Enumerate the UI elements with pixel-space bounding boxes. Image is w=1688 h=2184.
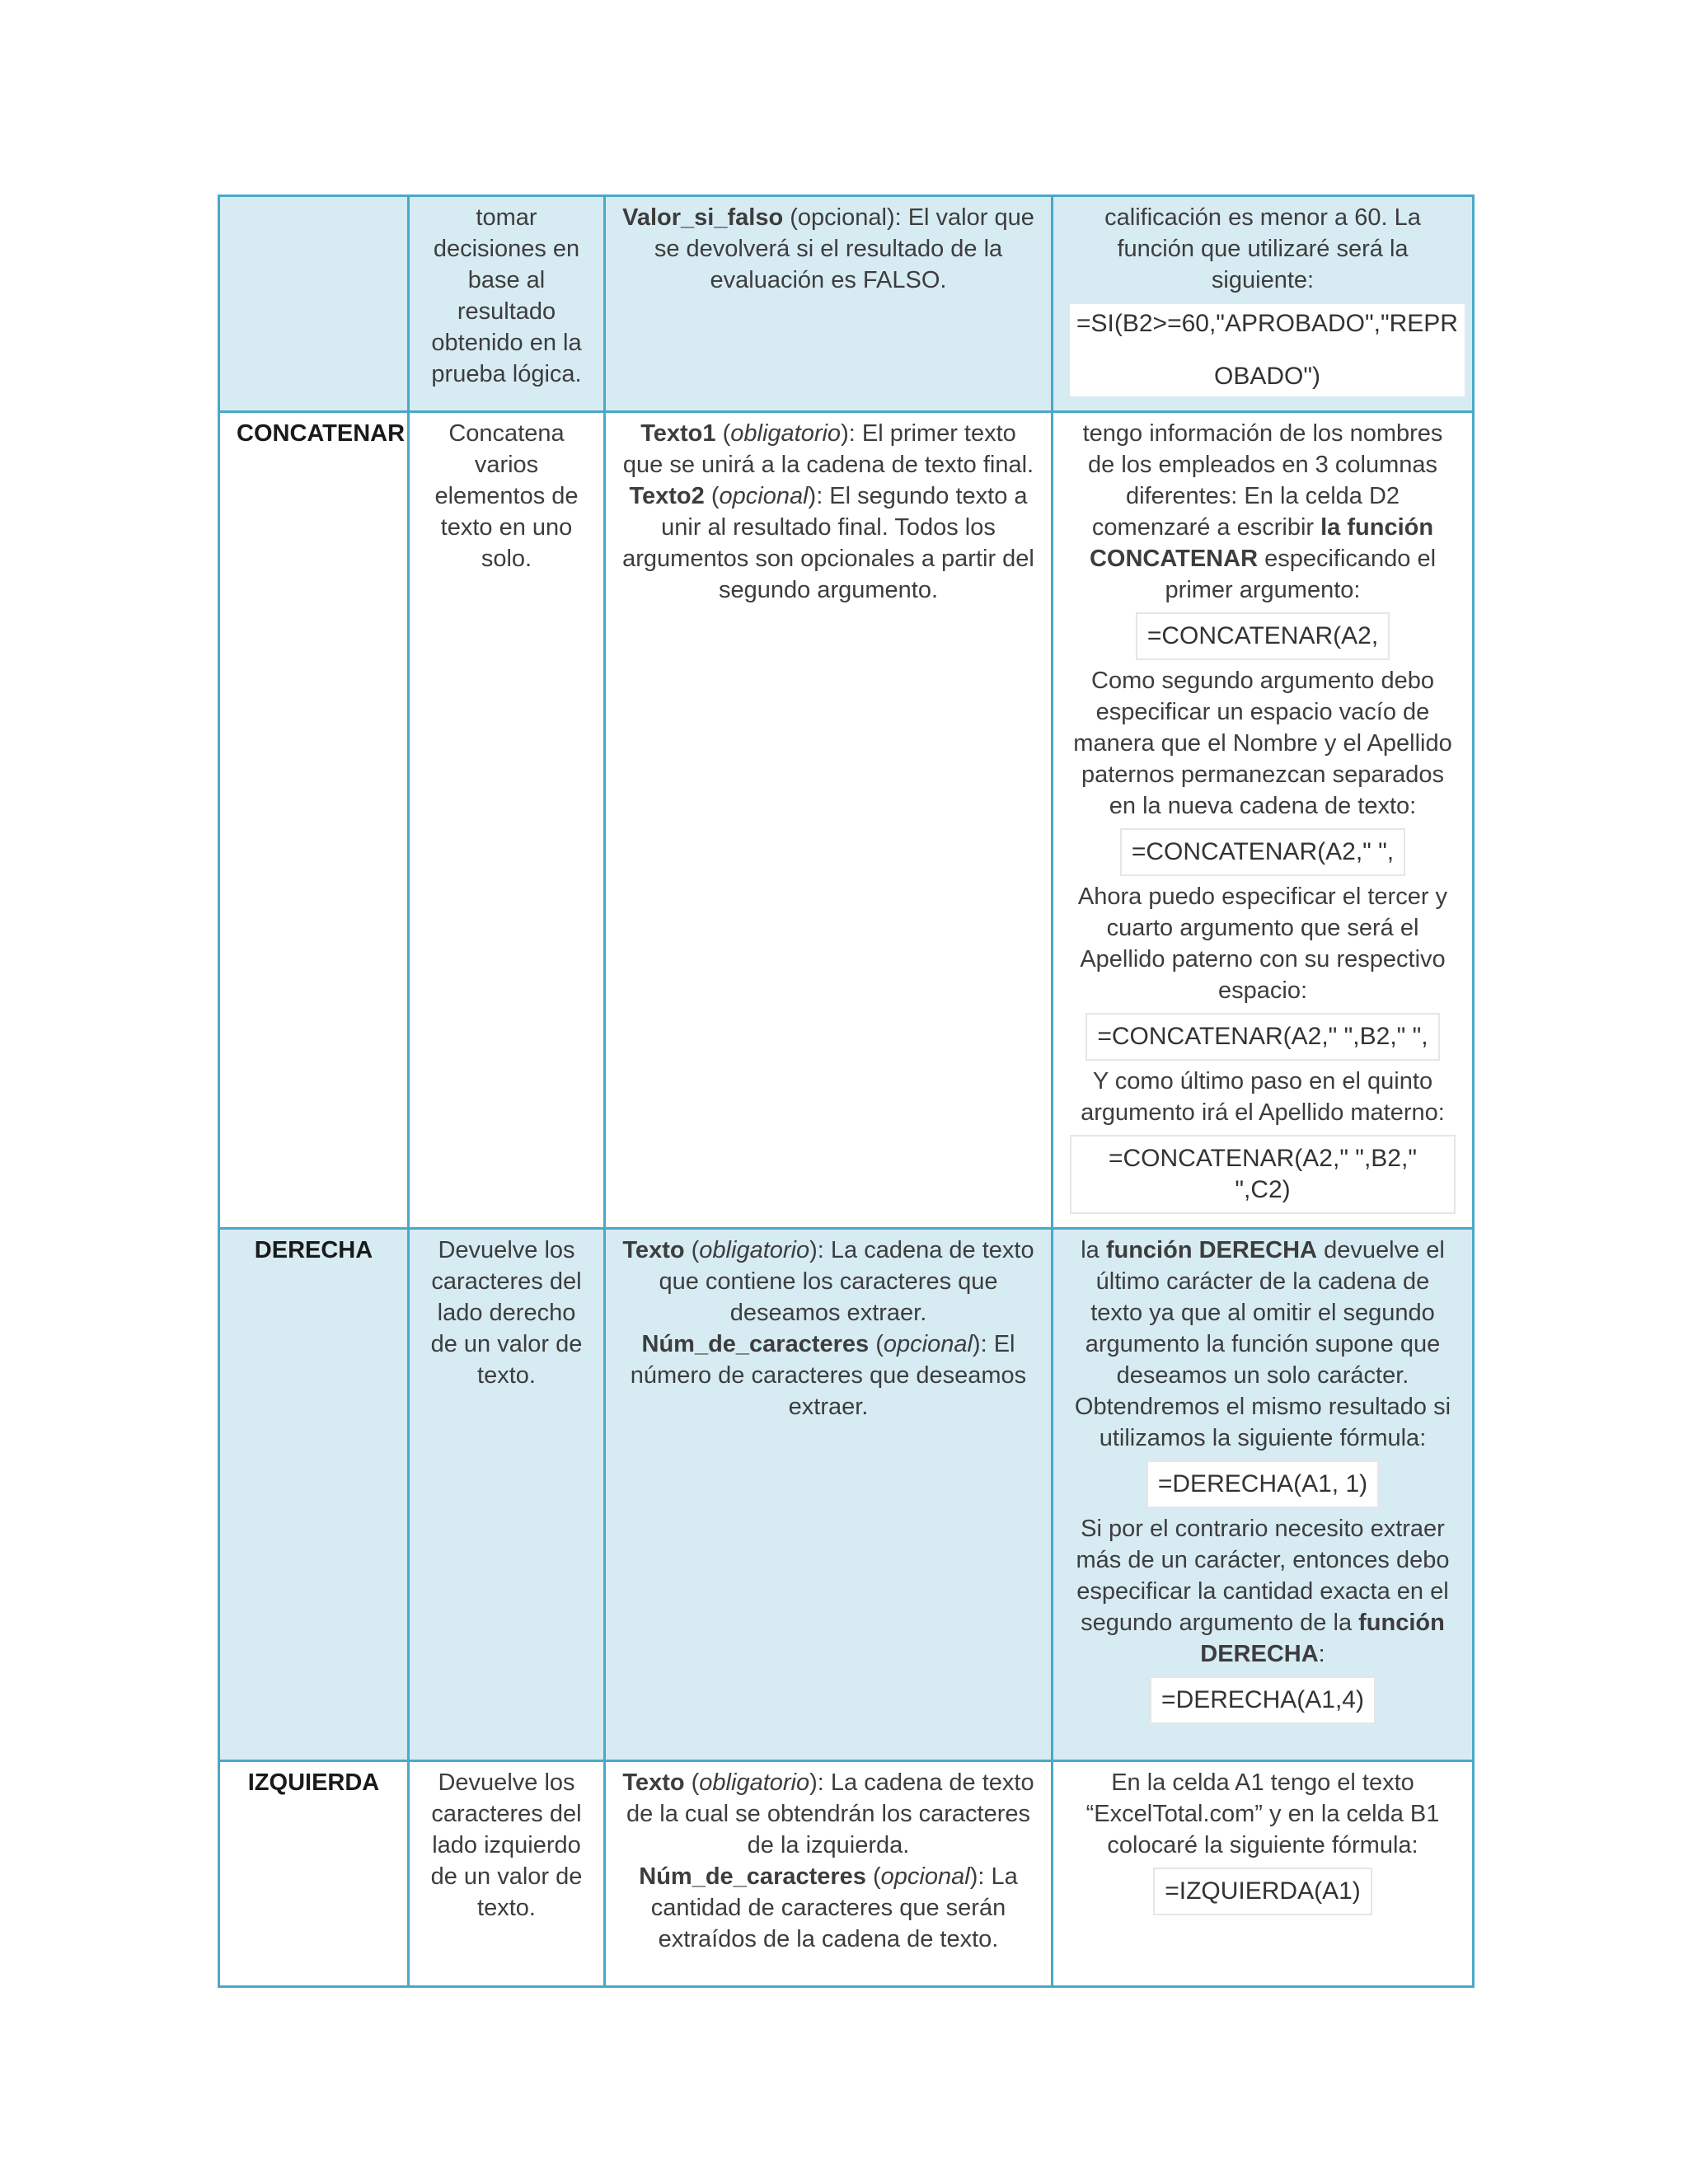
function-name: DERECHA (254, 1237, 373, 1263)
formula-box: =CONCATENAR(A2, (1136, 612, 1390, 660)
example-text: Y como último paso en el quinto argumento irá el Apellido materno: (1081, 1068, 1445, 1126)
argument-text: ): El valor que se devolverá si el resultado de la evaluación es FALSO. (654, 204, 1034, 293)
example-text-part: Si por el contrario necesito extraer más de un carácter, entonces debo especificar la cantidad exacta en el segundo argumento de la (1076, 1516, 1450, 1636)
example-text (1070, 1235, 1456, 1454)
example-text-part: : (1318, 1641, 1325, 1667)
argument-tag: obligatorio (699, 1237, 810, 1263)
function-name: CONCATENAR (237, 420, 406, 447)
argument-label: Texto (622, 1237, 685, 1263)
example-bold: función DERECHA (1200, 1610, 1445, 1667)
description-cell (409, 412, 605, 1229)
example-text (1070, 418, 1456, 606)
argument-label: Núm_de_caracteres (639, 1863, 866, 1890)
formula-box: =DERECHA(A1, 1) (1146, 1460, 1379, 1508)
argument-paren: ( (684, 1237, 700, 1263)
function-name-cell (219, 412, 409, 1229)
argument-label: Valor_si_falso (622, 204, 784, 231)
argument-num-caracteres (622, 1329, 1034, 1422)
argument-paren: ( (783, 204, 798, 231)
example-text (1070, 1513, 1456, 1670)
argument-paren: ( (865, 1863, 881, 1890)
argument-valor-si-falso (622, 202, 1034, 296)
arguments-cell (605, 412, 1053, 1229)
argument-tag: obligatorio (699, 1769, 810, 1796)
function-name-cell (219, 1761, 409, 1987)
argument-paren: ( (715, 420, 731, 447)
example-text-part: tengo información de los nombres de los empleados en 3 columnas diferentes: En la celda D2 comenzaré a escribir (1082, 420, 1443, 541)
example-text: calificación es menor a 60. La función que utilizaré será la siguiente: (1104, 204, 1421, 293)
example-text-part: devuelve el último carácter de la cadena de texto ya que al omitir el segundo argumento la función supone que deseamos un solo carácter. Obtendremos el mismo resultado si utilizamos la siguiente fórmula: (1074, 1237, 1451, 1451)
function-description: Devuelve los caracteres del lado izquierdo de un valor de texto. (430, 1769, 583, 1921)
arguments-cell (605, 1761, 1053, 1987)
argument-text: ): El número de caracteres que deseamos extraer. (630, 1331, 1027, 1420)
example-text: En la celda A1 tengo el texto “ExcelTotal.com” y en la celda B1 colocaré la siguiente fórmula: (1085, 1769, 1440, 1858)
example-cell (1053, 1229, 1474, 1761)
argument-texto1 (622, 418, 1034, 480)
description-cell (409, 1761, 605, 1987)
formula-line: =SI(B2>=60,"APROBADO","REPR (1076, 310, 1458, 337)
argument-texto2 (622, 480, 1034, 606)
argument-label: Texto1 (640, 420, 716, 447)
arguments-cell (605, 196, 1053, 412)
argument-text: ): La cadena de texto de la cual se obtendrán los caracteres de la izquierda. (626, 1769, 1034, 1858)
argument-text: ): La cadena de texto que contiene los caracteres que deseamos extraer. (659, 1237, 1034, 1326)
example-text-part: la (1081, 1237, 1106, 1263)
argument-paren: ( (704, 483, 720, 509)
argument-tag: opcional (880, 1863, 970, 1890)
function-description: tomar decisiones en base al resultado obtenido en la prueba lógica. (431, 204, 582, 387)
function-description: Concatena varios elementos de texto en uno solo. (434, 420, 579, 572)
function-name: IZQUIERDA (247, 1769, 380, 1796)
argument-paren: ( (869, 1331, 884, 1357)
example-cell (1053, 1761, 1474, 1987)
argument-num-caracteres (622, 1861, 1034, 1955)
description-cell (409, 1229, 605, 1761)
formula-box: =CONCATENAR(A2," ",B2," ", (1085, 1013, 1439, 1061)
example-cell (1053, 412, 1474, 1229)
formula-line: OBADO") (1213, 363, 1320, 390)
argument-label: Texto (622, 1769, 685, 1796)
argument-tag: obligatorio (730, 420, 842, 447)
argument-label: Texto2 (629, 483, 705, 509)
table-row-concatenar (219, 412, 1474, 1229)
argument-label: Núm_de_caracteres (641, 1331, 870, 1357)
table-row-izquierda (219, 1761, 1474, 1987)
argument-texto (622, 1767, 1034, 1861)
table-row-si (219, 196, 1474, 412)
example-bold: CONCATENAR (1089, 546, 1259, 572)
argument-text: ): La cantidad de caracteres que serán extraídos de la cadena de texto. (650, 1863, 1018, 1952)
argument-tag: opcional (719, 483, 809, 509)
arguments-cell (605, 1229, 1053, 1761)
formula-box (1070, 304, 1465, 396)
description-cell (409, 196, 605, 412)
example-cell (1053, 196, 1474, 412)
argument-text: ): El primer texto que se unirá a la cadena de texto final. (622, 420, 1034, 478)
example-bold: función DERECHA (1105, 1237, 1318, 1263)
example-text-part: especificando el primer argumento: (1165, 546, 1437, 603)
formula-box: =DERECHA(A1,4) (1150, 1676, 1376, 1724)
functions-table (218, 194, 1475, 1988)
formula-box: =CONCATENAR(A2," ",B2," ",C2) (1070, 1135, 1456, 1214)
argument-text: ): El segundo texto a unir al resultado final. Todos los argumentos son opcionales a partir del segundo argumento. (622, 483, 1034, 603)
argument-tag: opcional (883, 1331, 973, 1357)
argument-tag: opcional (797, 204, 887, 231)
function-name-cell (219, 196, 409, 412)
argument-paren: ( (684, 1769, 700, 1796)
formula-box: =IZQUIERDA(A1) (1153, 1868, 1372, 1915)
example-text: Ahora puedo especificar el tercer y cuarto argumento que será el Apellido paterno con su respectivo espacio: (1077, 883, 1448, 1004)
example-text: Como segundo argumento debo especificar un espacio vacío de manera que el Nombre y el Apellido paternos permanezcan separados en la nueva cadena de texto: (1073, 668, 1452, 819)
function-description: Devuelve los caracteres del lado derecho de un valor de texto. (430, 1237, 583, 1389)
function-name-cell (219, 1229, 409, 1761)
table-row-derecha (219, 1229, 1474, 1761)
formula-box: =CONCATENAR(A2," ", (1120, 828, 1405, 876)
example-bold: la función (1320, 514, 1434, 541)
argument-texto (622, 1235, 1034, 1329)
